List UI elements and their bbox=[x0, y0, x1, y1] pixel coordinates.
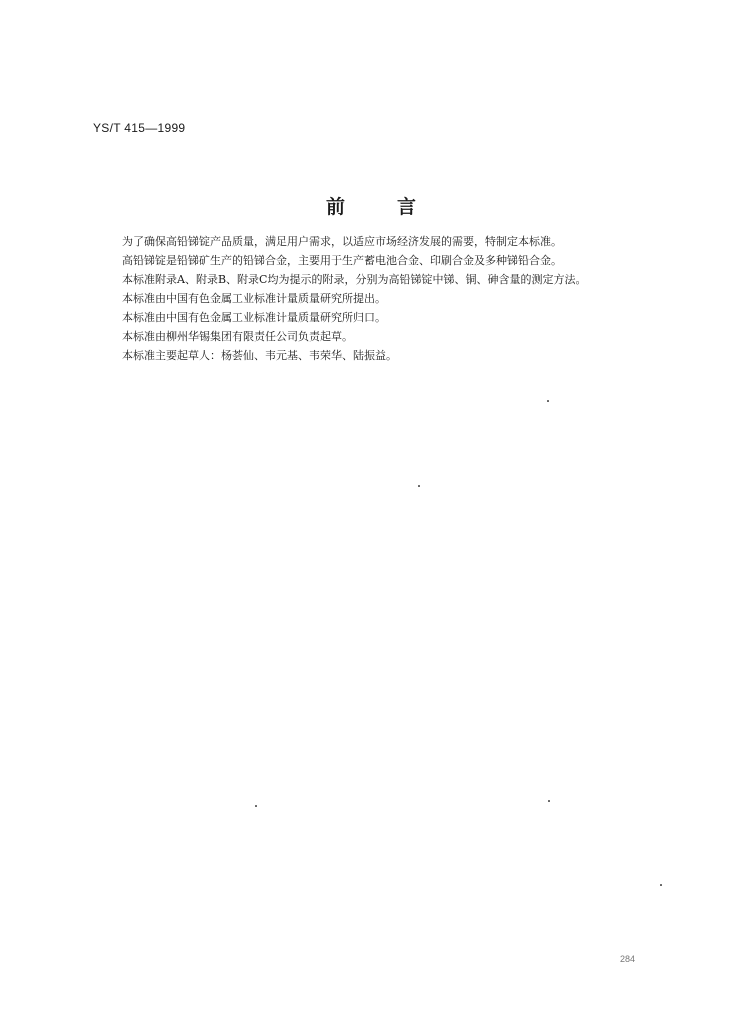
standard-code: YS/T 415—1999 bbox=[93, 121, 186, 135]
foreword-body bbox=[122, 232, 682, 365]
title-char-1: 前 bbox=[325, 196, 345, 218]
scan-speck bbox=[255, 805, 257, 807]
title-char-2: 言 bbox=[397, 196, 417, 218]
page-title bbox=[0, 192, 742, 219]
paragraph: 本标准主要起草人：杨荟仙、韦元基、韦荣华、陆振益。 bbox=[122, 349, 397, 362]
paragraph: 本标准附录A、附录B、附录C均为提示的附录，分别为高铅锑锭中锑、铜、砷含量的测定方法。 bbox=[122, 273, 587, 286]
scan-speck bbox=[418, 485, 420, 487]
paragraph: 为了确保高铅锑锭产品质量，满足用户需求，以适应市场经济发展的需要，特制定本标准。 bbox=[122, 235, 562, 248]
paragraph: 本标准由中国有色金属工业标准计量质量研究所归口。 bbox=[122, 311, 386, 324]
paragraph: 本标准由柳州华锡集团有限责任公司负责起草。 bbox=[122, 330, 353, 343]
scan-speck bbox=[660, 884, 662, 886]
scan-speck bbox=[547, 400, 549, 402]
paragraph: 高铅锑锭是铅锑矿生产的铅锑合金，主要用于生产蓄电池合金、印刷合金及多种锑铅合金。 bbox=[122, 254, 562, 267]
page-number: 284 bbox=[620, 954, 636, 964]
paragraph: 本标准由中国有色金属工业标准计量质量研究所提出。 bbox=[122, 292, 386, 305]
scan-speck bbox=[548, 800, 550, 802]
